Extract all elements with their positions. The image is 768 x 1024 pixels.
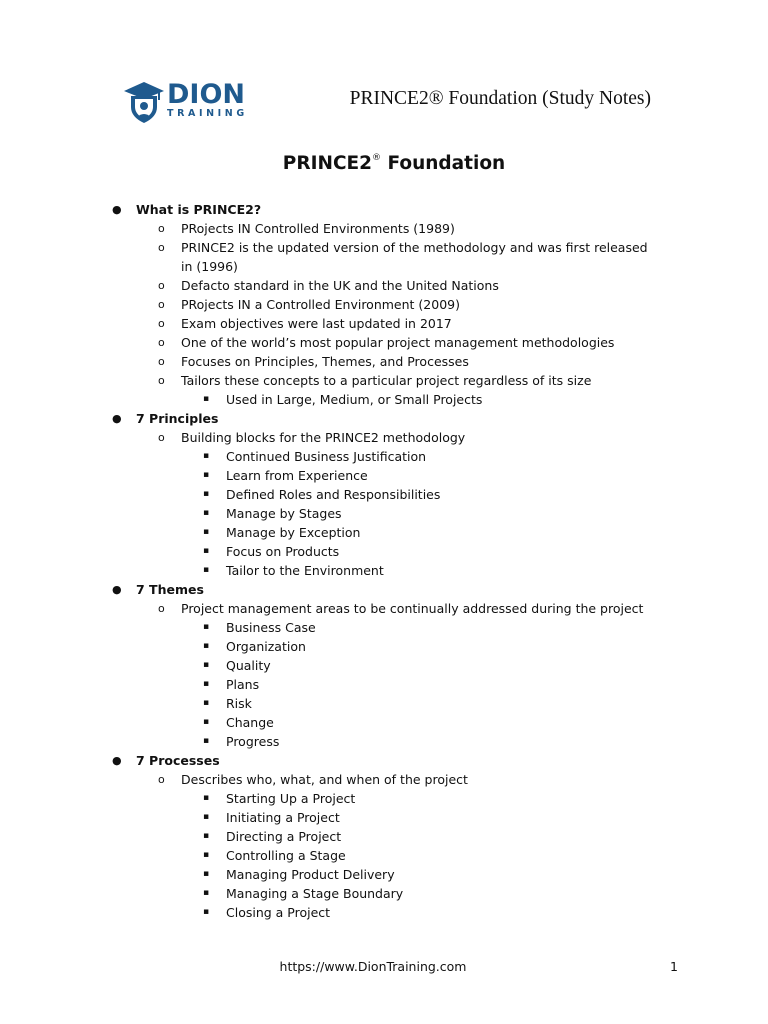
- outline-item-text: Managing a Stage Boundary: [226, 886, 404, 901]
- bullet-marker: ▪: [203, 546, 210, 556]
- bullet-marker: o: [158, 241, 165, 254]
- outline-item-level-3: [0, 827, 768, 846]
- bullet-marker: ●: [112, 583, 122, 596]
- outline-item-text: Initiating a Project: [226, 810, 340, 825]
- bullet-marker: o: [158, 222, 165, 235]
- outline-item-level-1: [0, 580, 768, 599]
- bullet-marker: ▪: [203, 622, 210, 632]
- outline-item-level-3: [0, 846, 768, 865]
- outline-item-text: Defined Roles and Responsibilities: [226, 487, 441, 502]
- bullet-marker: ▪: [203, 907, 210, 917]
- outline-item-level-1: [0, 751, 768, 770]
- bullet-marker: ●: [112, 412, 122, 425]
- outline-item-text: Building blocks for the PRINCE2 methodology: [181, 430, 466, 445]
- bullet-marker: ▪: [203, 812, 210, 822]
- outline-item-text: Focus on Products: [226, 544, 340, 559]
- outline-item-level-2: [0, 238, 768, 276]
- outline-item-text: PRojects IN Controlled Environments (1989): [181, 221, 455, 236]
- outline-item-level-3: [0, 447, 768, 466]
- outline-item-text: Plans: [226, 677, 260, 692]
- outline-item-text: 7 Themes: [136, 582, 204, 597]
- outline-item-text: Continued Business Justification: [226, 449, 427, 464]
- title-foundation: Foundation: [381, 153, 506, 174]
- outline-item-level-2: [0, 428, 768, 447]
- outline-item-text: PRINCE2 is the updated version of the methodology and was first released in (1996): [181, 240, 648, 274]
- bullet-marker: o: [158, 602, 165, 615]
- outline-item-text: Managing Product Delivery: [226, 867, 395, 882]
- bullet-marker: ▪: [203, 660, 210, 670]
- outline-item-text: Manage by Exception: [226, 525, 361, 540]
- outline-item-level-3: [0, 865, 768, 884]
- outline-item-level-3: [0, 618, 768, 637]
- outline-item-level-3: [0, 789, 768, 808]
- bullet-marker: o: [158, 317, 165, 330]
- outline-item-level-2: [0, 314, 768, 333]
- outline-item-level-3: [0, 466, 768, 485]
- bullet-marker: o: [158, 431, 165, 444]
- outline-item-level-2: [0, 599, 768, 618]
- bullet-marker: ●: [112, 203, 122, 216]
- outline-item-level-3: [0, 808, 768, 827]
- bullet-marker: ▪: [203, 831, 210, 841]
- bullet-marker: ▪: [203, 641, 210, 651]
- bullet-marker: ▪: [203, 451, 210, 461]
- outline-item-text: Used in Large, Medium, or Small Projects: [226, 392, 483, 407]
- outline-item-text: Learn from Experience: [226, 468, 368, 483]
- outline-item-text: Organization: [226, 639, 306, 654]
- outline-item-level-2: [0, 333, 768, 352]
- bullet-marker: ▪: [203, 793, 210, 803]
- outline-item-text: Focuses on Principles, Themes, and Processes: [181, 354, 469, 369]
- page-number: 1: [670, 959, 678, 974]
- outline-list: [0, 200, 768, 922]
- bullet-marker: ▪: [203, 698, 210, 708]
- outline-item-level-2: [0, 770, 768, 789]
- bullet-marker: o: [158, 336, 165, 349]
- bullet-marker: o: [158, 355, 165, 368]
- bullet-marker: ▪: [203, 850, 210, 860]
- outline-item-text: Manage by Stages: [226, 506, 342, 521]
- outline-item-level-3: [0, 542, 768, 561]
- outline-item-text: Describes who, what, and when of the project: [181, 772, 468, 787]
- dion-training-logo: [122, 77, 252, 125]
- outline-item-level-2: [0, 295, 768, 314]
- outline-item-level-3: [0, 732, 768, 751]
- bullet-marker: ▪: [203, 736, 210, 746]
- outline-item-text: Defacto standard in the UK and the United Nations: [181, 278, 499, 293]
- bullet-marker: ●: [112, 754, 122, 767]
- outline-item-level-3: [0, 713, 768, 732]
- header-title: PRINCE2® Foundation (Study Notes): [349, 88, 651, 109]
- outline-item-level-2: [0, 371, 768, 390]
- outline-item-text: Quality: [226, 658, 271, 673]
- footer-url: https://www.DionTraining.com: [279, 959, 467, 974]
- outline-item-level-3: [0, 637, 768, 656]
- bullet-marker: ▪: [203, 565, 210, 575]
- outline-item-level-1: [0, 409, 768, 428]
- outline-item-level-2: [0, 352, 768, 371]
- outline-item-text: Change: [226, 715, 274, 730]
- bullet-marker: o: [158, 279, 165, 292]
- outline-item-level-3: [0, 903, 768, 922]
- outline-item-text: Progress: [226, 734, 280, 749]
- bullet-marker: ▪: [203, 394, 210, 404]
- outline-item-text: Controlling a Stage: [226, 848, 346, 863]
- bullet-marker: ▪: [203, 489, 210, 499]
- outline-item-level-3: [0, 561, 768, 580]
- outline-item-text: Risk: [226, 696, 252, 711]
- outline-item-level-3: [0, 390, 768, 409]
- bullet-marker: ▪: [203, 717, 210, 727]
- outline-item-level-3: [0, 675, 768, 694]
- bullet-marker: ▪: [203, 470, 210, 480]
- bullet-marker: o: [158, 773, 165, 786]
- outline-item-text: PRojects IN a Controlled Environment (2009): [181, 297, 460, 312]
- logo-subtitle: TRAINING: [167, 108, 248, 119]
- outline-item-level-3: [0, 504, 768, 523]
- outline-item-text: Exam objectives were last updated in 2017: [181, 316, 452, 331]
- bullet-marker: ▪: [203, 888, 210, 898]
- outline-item-level-3: [0, 523, 768, 542]
- bullet-marker: ▪: [203, 869, 210, 879]
- title-prince2: PRINCE2: [282, 153, 373, 174]
- outline-item-text: Closing a Project: [226, 905, 331, 920]
- outline-item-level-3: [0, 485, 768, 504]
- bullet-marker: ▪: [203, 679, 210, 689]
- document-title: [0, 153, 768, 174]
- bullet-marker: ▪: [203, 508, 210, 518]
- outline-item-text: What is PRINCE2?: [136, 202, 262, 217]
- outline-item-level-2: [0, 276, 768, 295]
- outline-item-text: One of the world’s most popular project management methodologies: [181, 335, 615, 350]
- bullet-marker: o: [158, 374, 165, 387]
- logo-wordmark: DION: [167, 79, 246, 110]
- outline-item-text: Directing a Project: [226, 829, 342, 844]
- outline-item-level-2: [0, 219, 768, 238]
- outline-item-level-3: [0, 884, 768, 903]
- outline-item-text: Project management areas to be continually addressed during the project: [181, 601, 644, 616]
- bullet-marker: ▪: [203, 527, 210, 537]
- outline-item-level-1: [0, 200, 768, 219]
- graduation-shield-icon: [122, 77, 166, 125]
- outline-item-text: Tailors these concepts to a particular project regardless of its size: [181, 373, 592, 388]
- outline-item-level-3: [0, 656, 768, 675]
- outline-item-text: Starting Up a Project: [226, 791, 356, 806]
- registered-mark: ®: [372, 152, 382, 163]
- outline-item-level-3: [0, 694, 768, 713]
- outline-item-text: 7 Processes: [136, 753, 220, 768]
- outline-item-text: 7 Principles: [136, 411, 219, 426]
- outline-item-text: Tailor to the Environment: [226, 563, 384, 578]
- bullet-marker: o: [158, 298, 165, 311]
- outline-item-text: Business Case: [226, 620, 316, 635]
